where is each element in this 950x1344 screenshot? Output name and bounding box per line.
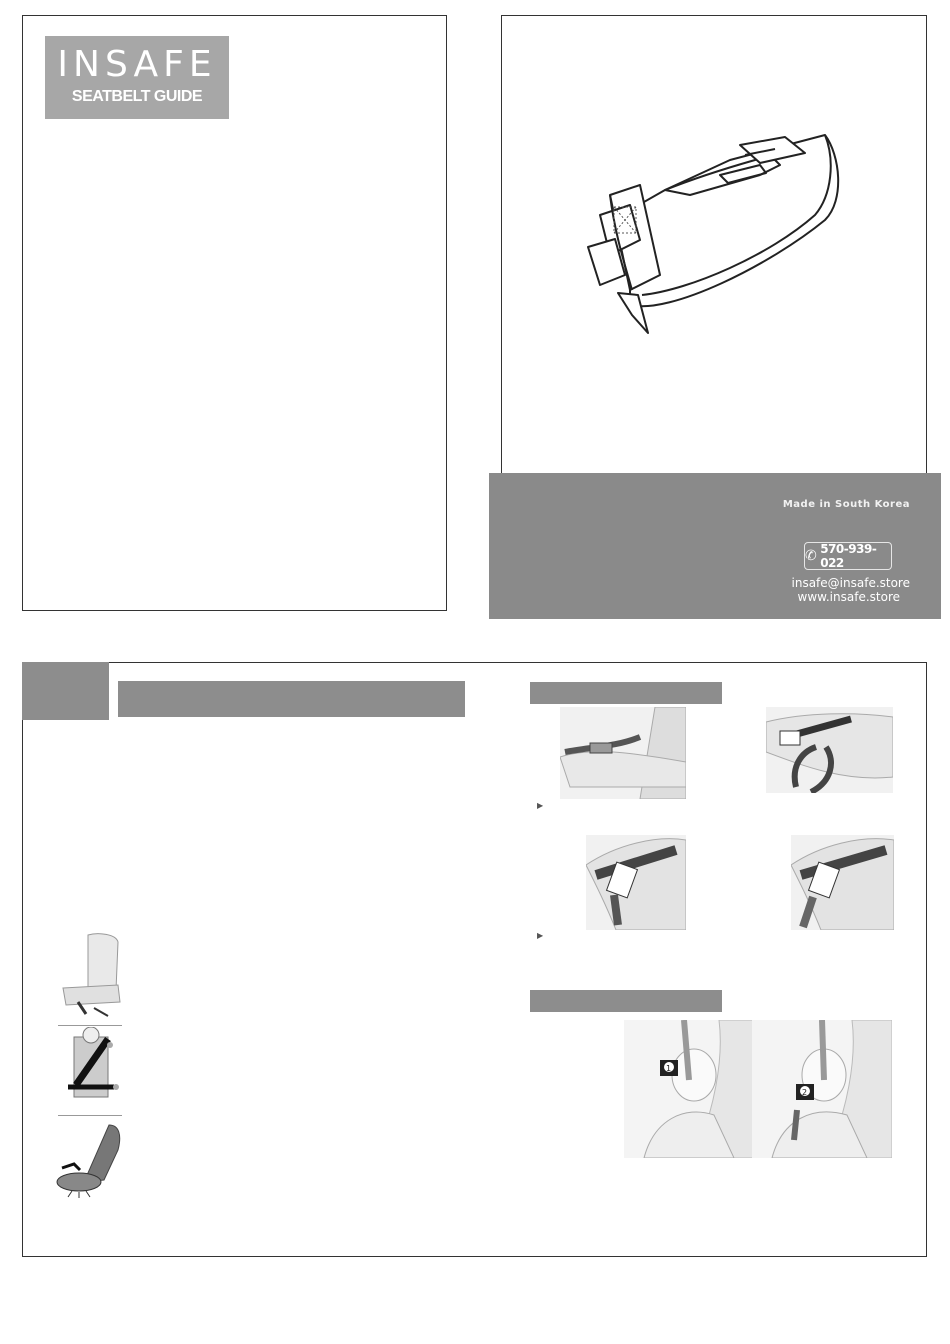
section-tab bbox=[22, 662, 109, 720]
divider bbox=[58, 1025, 122, 1026]
email-address: insafe@insafe.store bbox=[791, 576, 910, 590]
step-number-1: 1 bbox=[666, 1064, 672, 1073]
car-seat-icon bbox=[58, 930, 124, 1018]
wearing-illustration-step-2 bbox=[752, 1020, 892, 1158]
step-illustration-fasten-belt bbox=[791, 835, 894, 930]
seatbelt-guide-product-illustration bbox=[570, 115, 870, 345]
insafe-logo bbox=[45, 36, 229, 119]
triangle-right-icon: ▶ bbox=[537, 801, 544, 810]
logo-subtitle: SEATBELT GUIDE bbox=[71, 88, 203, 105]
step-illustration-seat-strap bbox=[560, 707, 686, 799]
wearing-header-bar bbox=[530, 990, 722, 1012]
phone-number: 570-939-022 bbox=[820, 542, 877, 570]
origin-label: Made in South Korea bbox=[782, 499, 910, 510]
seatbelt-position-icon bbox=[60, 1027, 122, 1107]
installation-header-bar bbox=[530, 682, 722, 704]
triangle-right-icon: ▶ bbox=[537, 931, 544, 940]
step-illustration-attach-belt bbox=[586, 835, 686, 930]
step-illustration-wrap-strap bbox=[766, 707, 893, 793]
logo-wordmark: INSAFE bbox=[57, 44, 217, 85]
divider bbox=[58, 1115, 122, 1116]
seat-recline-icon bbox=[54, 1120, 124, 1200]
website-address: www.insafe.store bbox=[797, 590, 900, 604]
wearing-illustration-step-1 bbox=[624, 1020, 757, 1158]
section-title-bar bbox=[118, 681, 465, 717]
phone-number-badge bbox=[804, 542, 892, 570]
phone-icon: ✆ bbox=[805, 548, 817, 564]
step-number-2: 2 bbox=[802, 1088, 808, 1097]
